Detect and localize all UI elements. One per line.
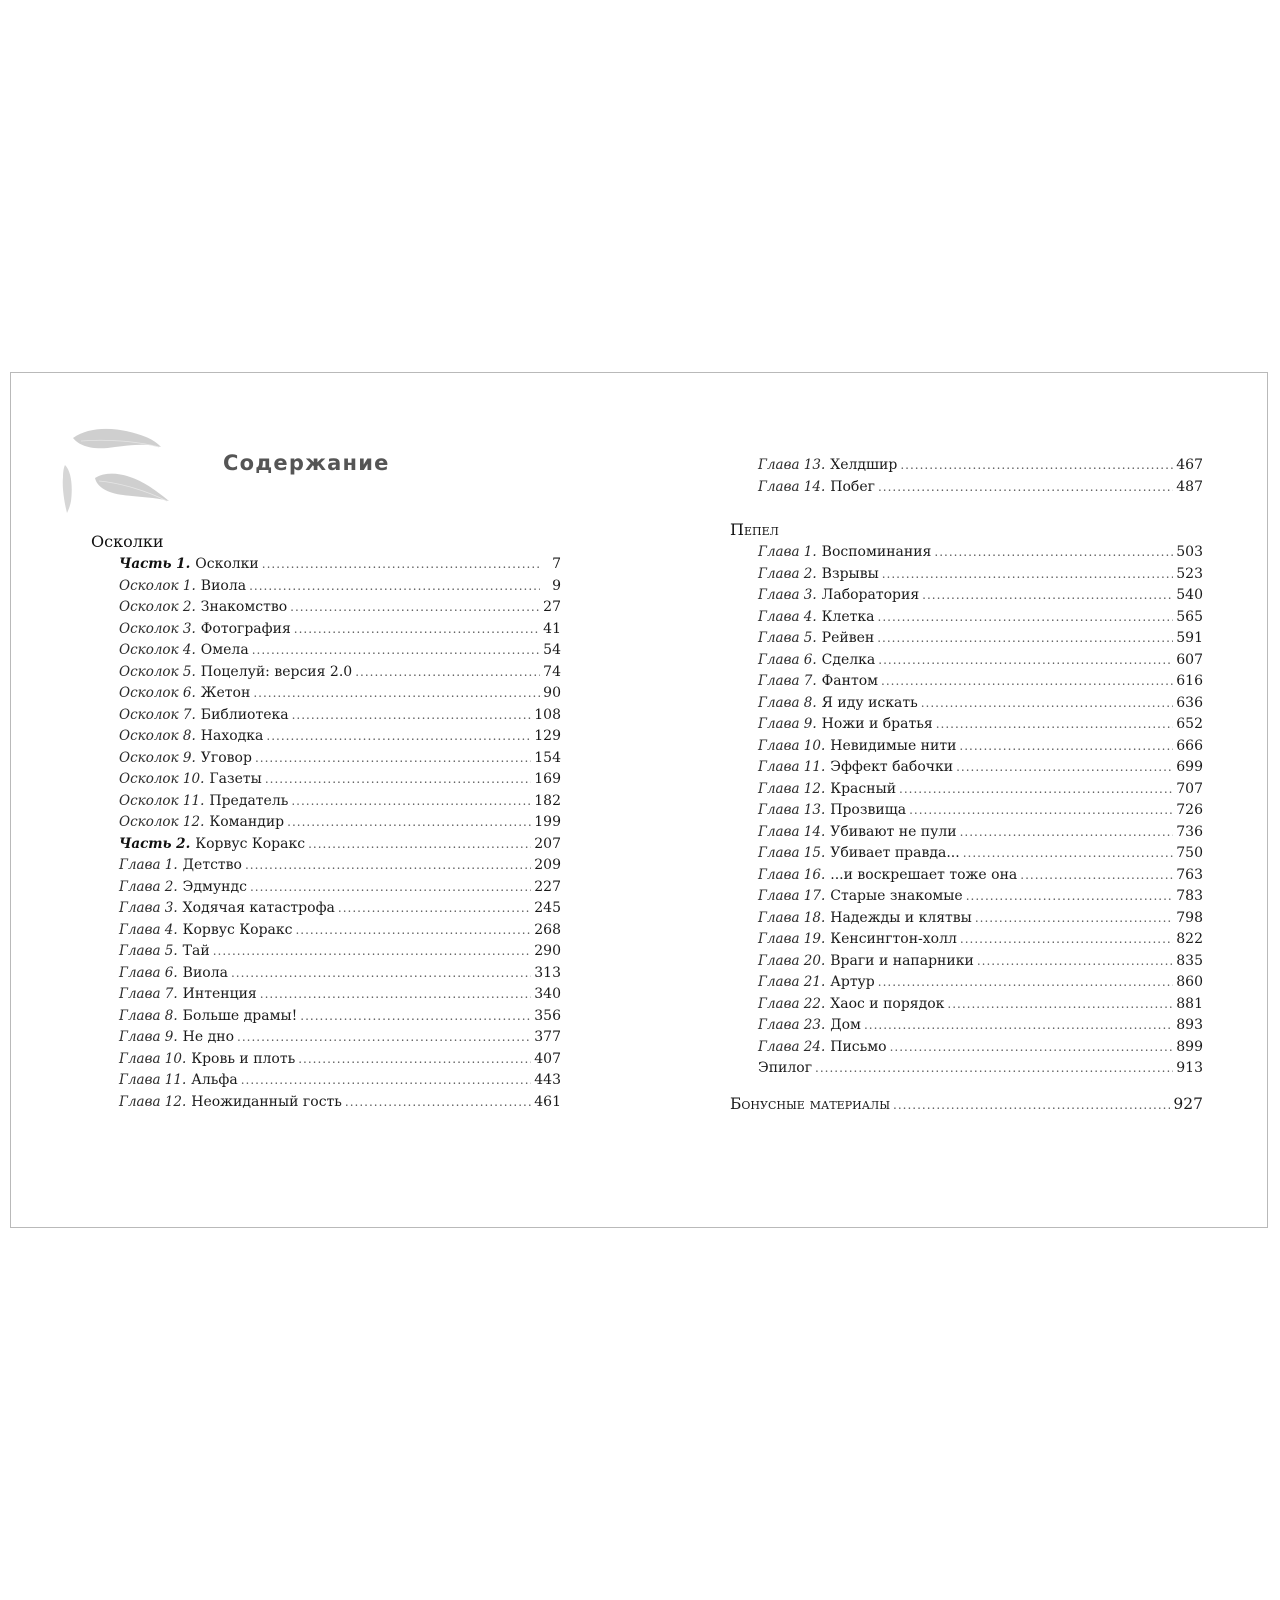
page-number: 616	[1176, 673, 1203, 689]
dot-leader	[308, 834, 531, 856]
entry-label: Глава 6.	[119, 964, 178, 981]
entry-label: Глава 14.	[758, 478, 826, 495]
page-number: 750	[1176, 845, 1203, 861]
entry-title: Хаос и порядок	[830, 995, 945, 1012]
entry-title: Библиотека	[200, 706, 289, 723]
dot-leader	[936, 714, 1174, 736]
dot-leader	[878, 972, 1174, 994]
entry-title: Предатель	[209, 792, 289, 809]
entry-label: Осколок 9.	[119, 749, 196, 766]
entry-label: Глава 6.	[758, 651, 817, 668]
entry-title: Красный	[830, 780, 897, 797]
entry-label: Глава 12.	[119, 1093, 187, 1110]
entry-label: Глава 13.	[758, 802, 826, 818]
entry-label: Глава 10.	[758, 737, 826, 754]
page-number: 245	[534, 900, 561, 916]
entry-label: Глава 12.	[758, 780, 826, 797]
entry-label: Глава 9.	[119, 1029, 178, 1045]
dot-leader	[960, 822, 1174, 844]
toc-entry[interactable]	[91, 791, 561, 813]
dot-leader	[294, 619, 540, 641]
entry-title: Тай	[182, 943, 210, 959]
entry-label: Глава 18.	[758, 909, 826, 926]
page-number: 607	[1176, 651, 1203, 668]
entry-label: Глава 21.	[758, 974, 826, 990]
toc-entry[interactable]	[91, 812, 561, 834]
page-number: 763	[1176, 866, 1203, 883]
dot-leader	[956, 757, 1173, 779]
entry-label: Глава 19.	[758, 931, 826, 947]
toc-entry[interactable]	[91, 1006, 561, 1028]
entry-title: Больше драмы!	[182, 1007, 298, 1024]
entry-label: Глава 22.	[758, 995, 826, 1012]
page-number: 927	[1173, 1094, 1203, 1113]
toc-entry[interactable]	[91, 984, 561, 1006]
section-gap	[730, 1080, 1203, 1094]
toc-entry[interactable]	[91, 662, 561, 684]
entry-label: Осколок 7.	[119, 706, 196, 723]
toc-entry[interactable]	[730, 736, 1203, 758]
page-number: 182	[534, 792, 561, 809]
bonus-materials-entry[interactable]	[730, 1094, 1203, 1116]
toc-entry[interactable]	[730, 477, 1203, 499]
toc-entry[interactable]	[91, 640, 561, 662]
entry-title: Корвус Коракс	[195, 835, 306, 852]
toc-entry[interactable]	[730, 1015, 1203, 1037]
page-number: 41	[543, 620, 561, 637]
toc-entry[interactable]	[730, 822, 1203, 844]
toc-entry[interactable]	[91, 1070, 561, 1092]
dot-leader	[245, 855, 531, 877]
entry-label: Глава 20.	[758, 952, 826, 969]
page-number: 699	[1176, 759, 1203, 775]
dot-leader	[882, 564, 1174, 586]
toc-entry[interactable]	[91, 1049, 561, 1071]
toc-entry[interactable]	[730, 843, 1203, 865]
page-number: 540	[1176, 587, 1203, 603]
page-number: 899	[1176, 1038, 1203, 1055]
toc-entry[interactable]	[91, 748, 561, 770]
toc-entry[interactable]	[91, 683, 561, 705]
entry-title: Виола	[200, 577, 247, 594]
page-number: 736	[1176, 823, 1203, 840]
dot-leader	[241, 1070, 532, 1092]
toc-entry[interactable]	[730, 929, 1203, 951]
entry-label: Часть 2.	[119, 835, 191, 852]
dot-leader	[977, 951, 1173, 973]
entry-label: Глава 8.	[119, 1007, 178, 1024]
page-number: 268	[534, 921, 561, 938]
page-number: 893	[1176, 1017, 1203, 1033]
page-number: 108	[534, 706, 561, 723]
toc-entry[interactable]	[730, 800, 1203, 822]
toc-entry[interactable]	[730, 693, 1203, 715]
entry-title: Письмо	[830, 1038, 887, 1055]
book-spread	[10, 372, 1268, 1228]
entry-title: Убивают не пули	[830, 823, 957, 840]
toc-entry[interactable]	[730, 628, 1203, 650]
entry-title: Враги и напарники	[830, 952, 974, 969]
entry-label: Глава 3.	[119, 900, 178, 916]
entry-label: Глава 17.	[758, 888, 826, 904]
toc-entry[interactable]	[730, 757, 1203, 779]
toc-entry[interactable]	[730, 886, 1203, 908]
dot-leader	[290, 597, 540, 619]
toc-entry[interactable]	[730, 908, 1203, 930]
dot-leader	[213, 941, 532, 963]
entry-label: Осколок 8.	[119, 728, 196, 744]
entry-title: Знакомство	[200, 599, 288, 615]
entry-label: Глава 11.	[758, 759, 826, 775]
dot-leader	[287, 812, 531, 834]
dot-leader	[878, 607, 1174, 629]
entry-label: Глава 9.	[758, 716, 817, 732]
page-number: 591	[1176, 630, 1203, 646]
dot-leader	[300, 1006, 531, 1028]
page-number: 377	[534, 1029, 561, 1045]
entry-title: Я иду искать	[821, 694, 918, 711]
page-number: 881	[1176, 995, 1203, 1012]
entry-label: Осколок 11.	[119, 792, 205, 809]
toc-entry[interactable]	[91, 597, 561, 619]
section-title-oskolki: Осколки	[91, 532, 164, 551]
continued-entry-list	[730, 455, 1203, 498]
entry-title: Омела	[200, 642, 249, 658]
entry-title: Находка	[200, 728, 264, 744]
entry-label: Осколок 1.	[119, 577, 196, 594]
entry-title: Жетон	[200, 685, 251, 701]
dot-leader	[864, 1015, 1173, 1037]
entry-title: Надежды и клятвы	[830, 909, 972, 926]
toc-entry[interactable]	[730, 564, 1203, 586]
toc-entry[interactable]	[91, 576, 561, 598]
entry-title: Детство	[182, 857, 242, 873]
entry-label: Осколок 3.	[119, 620, 196, 637]
page-number: 356	[534, 1007, 561, 1024]
page-number: 90	[543, 685, 561, 701]
dot-leader	[899, 779, 1173, 801]
entry-title: Взрывы	[821, 565, 879, 582]
dot-leader	[878, 477, 1173, 499]
dot-leader	[250, 877, 531, 899]
entry-title: Воспоминания	[821, 544, 932, 560]
toc-entry[interactable]	[91, 963, 561, 985]
page-number: 313	[534, 964, 561, 981]
toc-entry[interactable]	[91, 877, 561, 899]
entry-title: Дом	[830, 1017, 861, 1033]
entry-title: Осколки	[195, 556, 259, 572]
entry-title: Кровь и плоть	[191, 1050, 296, 1067]
page-number: 467	[1176, 457, 1203, 473]
entry-title: Интенция	[182, 986, 257, 1002]
entry-title: Артур	[830, 974, 875, 990]
page-number: 207	[534, 835, 561, 852]
toc-entry[interactable]	[91, 726, 561, 748]
entry-title: Не дно	[182, 1029, 234, 1045]
dot-leader	[237, 1027, 531, 1049]
toc-entry[interactable]	[730, 650, 1203, 672]
page-number: 503	[1176, 544, 1203, 560]
dot-leader	[921, 693, 1174, 715]
dot-leader	[345, 1092, 531, 1114]
entry-label: Глава 4.	[119, 921, 178, 938]
entry-label: Глава 3.	[758, 587, 817, 603]
entry-title: Альфа	[191, 1072, 238, 1088]
entry-label: Глава 2.	[119, 878, 178, 895]
dot-leader	[947, 994, 1173, 1016]
entry-label: Глава 15.	[758, 845, 826, 861]
toc-entry[interactable]	[730, 972, 1203, 994]
toc-entry[interactable]	[91, 769, 561, 791]
entry-label: Глава 23.	[758, 1017, 826, 1033]
entry-label: Осколок 12.	[119, 814, 205, 830]
feather-decoration-icon	[61, 423, 181, 523]
entry-label: Глава 14.	[758, 823, 826, 840]
page-number: 835	[1176, 952, 1203, 969]
entry-label: Осколок 6.	[119, 685, 196, 701]
entry-title: Ножи и братья	[821, 716, 933, 732]
entry-title: Хелдшир	[830, 457, 898, 473]
dot-leader	[253, 683, 540, 705]
page-number: 798	[1176, 909, 1203, 926]
entry-label: Глава 11.	[119, 1072, 187, 1088]
page-number: 340	[534, 986, 561, 1002]
dot-leader	[909, 800, 1173, 822]
entry-title: Побег	[830, 478, 875, 495]
toc-entry[interactable]	[91, 1027, 561, 1049]
page-number: 9	[552, 577, 561, 594]
toc-heading: Содержание	[223, 451, 390, 475]
toc-entry[interactable]	[730, 671, 1203, 693]
entry-title: Сделка	[821, 651, 876, 668]
entry-label: Осколок 2.	[119, 599, 196, 615]
toc-entry[interactable]	[730, 607, 1203, 629]
toc-entry[interactable]	[730, 455, 1203, 477]
entry-title: Старые знакомые	[830, 888, 963, 904]
entry-title: Кенсингтон-холл	[830, 931, 957, 947]
entry-title: ...и воскрешает тоже она	[830, 866, 1018, 883]
toc-entry[interactable]	[730, 542, 1203, 564]
entry-label: Глава 7.	[758, 673, 817, 689]
entry-label: Глава 5.	[119, 943, 178, 959]
entry-title: Лаборатория	[821, 587, 920, 603]
page-number: 726	[1176, 802, 1203, 818]
dot-leader	[934, 542, 1173, 564]
entry-label: Глава 1.	[119, 857, 178, 873]
entry-title: Невидимые нити	[830, 737, 957, 754]
dot-leader	[266, 726, 531, 748]
page-number: 707	[1176, 780, 1203, 797]
page-number: 860	[1176, 974, 1203, 990]
entry-label: Глава 2.	[758, 565, 817, 582]
toc-entry[interactable]	[91, 898, 561, 920]
dot-leader	[815, 1058, 1173, 1080]
toc-entry[interactable]	[91, 855, 561, 877]
page-number: 822	[1176, 931, 1203, 947]
dot-leader	[252, 640, 540, 662]
page-number: 666	[1176, 737, 1203, 754]
entry-label: Глава 10.	[119, 1050, 187, 1067]
entry-title: Фотография	[200, 620, 291, 637]
dot-leader	[338, 898, 531, 920]
entry-label: Глава 7.	[119, 986, 178, 1002]
entry-label: Глава 16.	[758, 866, 826, 883]
page-number: 652	[1176, 716, 1203, 732]
dot-leader	[959, 736, 1173, 758]
toc-entry[interactable]	[730, 714, 1203, 736]
right-entry-list	[730, 542, 1203, 1080]
entry-label: Глава 13.	[758, 457, 826, 473]
page-number: 154	[534, 749, 561, 766]
section-title-pepel: Пепел	[730, 520, 779, 539]
dot-leader	[249, 576, 540, 598]
section-gap	[730, 498, 1203, 518]
page-number: 487	[1176, 478, 1203, 495]
toc-entry[interactable]	[730, 865, 1203, 887]
toc-entry[interactable]	[91, 834, 561, 856]
page-number: 199	[534, 814, 561, 830]
toc-entry[interactable]	[91, 1092, 561, 1114]
toc-entry[interactable]	[91, 941, 561, 963]
dot-leader	[265, 769, 531, 791]
entry-label: Глава 24.	[758, 1038, 826, 1055]
dot-leader	[298, 1049, 531, 1071]
dot-leader	[900, 455, 1173, 477]
entry-label: Осколок 5.	[119, 663, 196, 680]
entry-label: Глава 4.	[758, 608, 817, 625]
page-number: 783	[1176, 888, 1203, 904]
entry-title: Клетка	[821, 608, 875, 625]
toc-left-column	[91, 530, 561, 1113]
entry-title: Эдмундс	[182, 878, 247, 895]
toc-entry[interactable]	[730, 1037, 1203, 1059]
page-number: 7	[552, 556, 561, 572]
page-number: 636	[1176, 694, 1203, 711]
toc-entry[interactable]	[91, 554, 561, 576]
entry-label: Глава 1.	[758, 544, 817, 560]
dot-leader	[355, 662, 540, 684]
dot-leader	[922, 585, 1173, 607]
entry-title: Фантом	[821, 673, 879, 689]
dot-leader	[963, 843, 1174, 865]
entry-title: Эпилог	[758, 1060, 813, 1076]
page-number: 913	[1176, 1060, 1203, 1076]
page-number: 523	[1176, 565, 1203, 582]
dot-leader	[975, 908, 1173, 930]
dot-leader	[295, 920, 531, 942]
entry-title: Прозвища	[830, 802, 907, 818]
dot-leader	[262, 554, 540, 576]
entry-title: Уговор	[200, 749, 252, 766]
entry-title: Газеты	[209, 771, 262, 787]
dot-leader	[255, 748, 531, 770]
dot-leader	[260, 984, 532, 1006]
dot-leader	[893, 1095, 1170, 1117]
page-number: 565	[1176, 608, 1203, 625]
dot-leader	[1020, 865, 1173, 887]
toc-right-column	[730, 455, 1203, 1115]
toc-entry[interactable]	[730, 585, 1203, 607]
toc-entry[interactable]	[730, 951, 1203, 973]
dot-leader	[960, 929, 1173, 951]
entry-title: Виола	[182, 964, 228, 981]
page-number: 209	[534, 857, 561, 873]
entry-title: Эффект бабочки	[830, 759, 954, 775]
entry-label: Осколок 4.	[119, 642, 196, 658]
page-number: 74	[543, 663, 561, 680]
toc-entry[interactable]	[730, 1058, 1203, 1080]
page-number: 169	[534, 771, 561, 787]
entry-title: Рейвен	[821, 630, 875, 646]
toc-entry[interactable]	[91, 705, 561, 727]
dot-leader	[881, 671, 1173, 693]
entry-label: Глава 5.	[758, 630, 817, 646]
entry-label: Глава 8.	[758, 694, 817, 711]
dot-leader	[878, 650, 1173, 672]
page-number: 27	[543, 599, 561, 615]
entry-label: Осколок 10.	[119, 771, 205, 787]
page-number: 407	[534, 1050, 561, 1067]
dot-leader	[231, 963, 531, 985]
page-number: 461	[534, 1093, 561, 1110]
entry-title: Неожиданный гость	[191, 1093, 342, 1110]
toc-entry[interactable]	[91, 619, 561, 641]
entry-title: Бонусные материалы	[730, 1094, 891, 1113]
dot-leader	[890, 1037, 1174, 1059]
left-entry-list	[91, 554, 561, 1113]
entry-title: Ходячая катастрофа	[182, 900, 335, 916]
entry-label: Часть 1.	[119, 556, 191, 572]
page-number: 227	[534, 878, 561, 895]
toc-entry[interactable]	[730, 994, 1203, 1016]
dot-leader	[291, 791, 531, 813]
page-number: 54	[543, 642, 561, 658]
dot-leader	[292, 705, 532, 727]
toc-entry[interactable]	[730, 779, 1203, 801]
dot-leader	[966, 886, 1174, 908]
toc-entry[interactable]	[91, 920, 561, 942]
page-number: 129	[534, 728, 561, 744]
page-number: 290	[534, 943, 561, 959]
entry-title: Убивает правда...	[830, 845, 960, 861]
entry-title: Поцелуй: версия 2.0	[200, 663, 353, 680]
page-number: 443	[534, 1072, 561, 1088]
entry-title: Командир	[209, 814, 285, 830]
entry-title: Корвус Коракс	[182, 921, 293, 938]
dot-leader	[877, 628, 1173, 650]
